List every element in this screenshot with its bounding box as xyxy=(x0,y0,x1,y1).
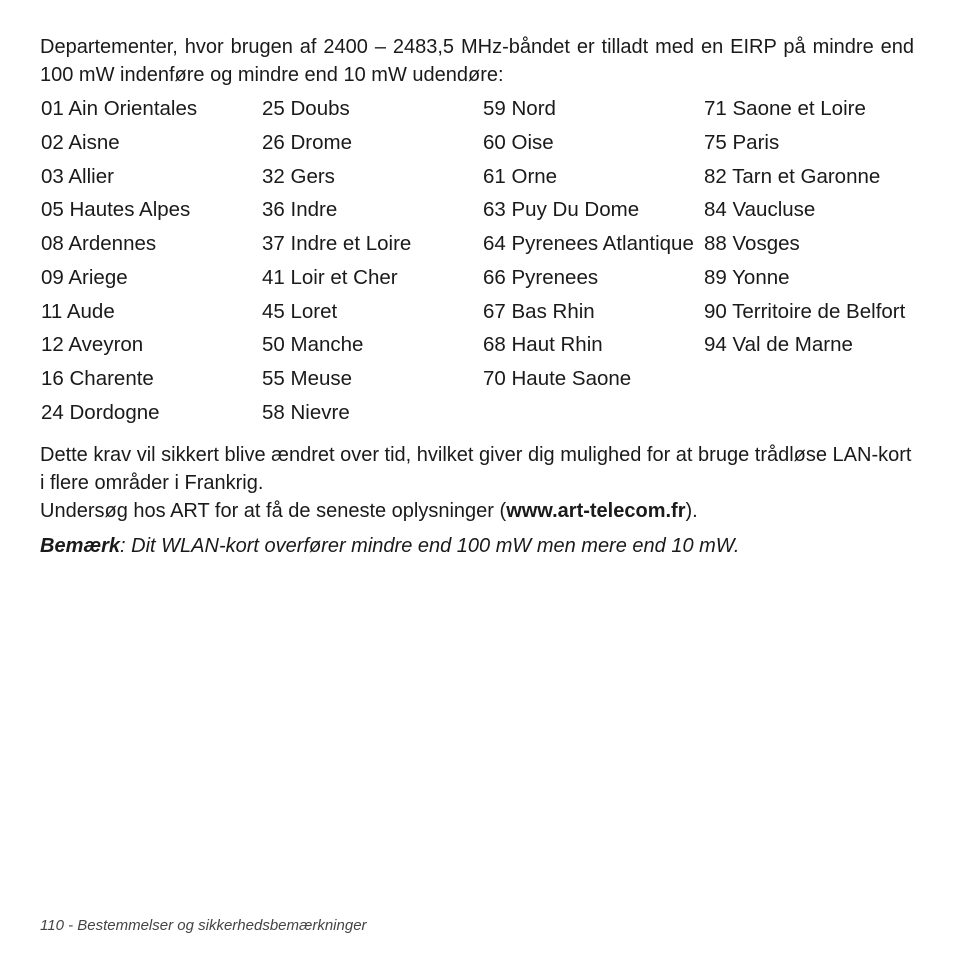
department-item: 59 Nord xyxy=(483,97,556,120)
department-item: 24 Dordogne xyxy=(41,400,160,424)
check-prefix: Undersøg hos ART for at få de seneste oplysninger ( xyxy=(40,500,507,522)
department-item: 75 Paris xyxy=(704,130,780,154)
department-item: 02 Aisne xyxy=(41,130,120,154)
department-item: 67 Bas Rhin xyxy=(483,299,595,323)
page-footer: 110 - Bestemmelser og sikkerhedsbemærkninger xyxy=(40,917,367,934)
department-item: 55 Meuse xyxy=(262,367,353,390)
department-item: 25 Doubs xyxy=(262,97,350,120)
department-item: 64 Pyrenees Atlantique xyxy=(483,232,694,255)
department-item: 89 Yonne xyxy=(704,265,790,289)
note-text: : Dit WLAN-kort overfører mindre end 100 mW men mere end 10 mW. xyxy=(120,535,740,557)
department-item: 01 Ain Orientales xyxy=(41,97,198,120)
department-item: 41 Loir et Cher xyxy=(262,265,398,289)
department-item: 09 Ariege xyxy=(41,265,128,289)
intro-paragraph: Departementer, hvor brugen af 2400 – 2483,5 MHz-båndet er tilladt med en EIRP på mindre end 100 mW indenføre og mindre end 10 mW udendøre: xyxy=(40,36,914,86)
department-item: 70 Haute Saone xyxy=(483,367,632,390)
check-suffix: ). xyxy=(685,500,698,522)
department-item: 68 Haut Rhin xyxy=(483,333,603,357)
department-column-2 xyxy=(262,95,483,433)
note-label: Bemærk xyxy=(40,535,121,557)
department-item: 82 Tarn et Garonne xyxy=(704,164,881,188)
department-item: 37 Indre et Loire xyxy=(262,232,412,255)
department-item: 11 Aude xyxy=(41,299,115,323)
department-item: 84 Vaucluse xyxy=(704,198,816,222)
department-item: 63 Puy Du Dome xyxy=(483,198,640,222)
department-item: 90 Territoire de Belfort xyxy=(704,299,906,323)
department-item: 08 Ardennes xyxy=(41,232,157,255)
department-item: 05 Hautes Alpes xyxy=(41,198,191,222)
department-item: 60 Oise xyxy=(483,130,554,154)
department-item: 32 Gers xyxy=(262,164,335,188)
department-item: 36 Indre xyxy=(262,198,338,222)
check-art-paragraph xyxy=(40,497,920,525)
department-column-1 xyxy=(41,95,262,433)
change-notice-paragraph: Dette krav vil sikkert blive ændret over tid, hvilket giver dig mulighed for at bruge trådløse LAN-kort i flere områder i Frankrig. xyxy=(40,444,912,494)
department-item: 58 Nievre xyxy=(262,400,350,424)
department-item: 03 Allier xyxy=(41,164,114,188)
department-item: 26 Drome xyxy=(262,130,353,154)
department-column-3 xyxy=(483,95,704,433)
department-list xyxy=(41,95,921,433)
department-item: 16 Charente xyxy=(41,367,154,390)
note-paragraph xyxy=(40,532,920,560)
department-item: 12 Aveyron xyxy=(41,333,144,357)
department-item: 61 Orne xyxy=(483,164,558,188)
art-telecom-link[interactable]: www.art-telecom.fr xyxy=(506,500,686,522)
department-item: 94 Val de Marne xyxy=(704,333,853,357)
department-item: 71 Saone et Loire xyxy=(704,97,866,120)
department-item: 45 Loret xyxy=(262,299,338,323)
department-item: 50 Manche xyxy=(262,333,364,357)
department-item: 66 Pyrenees xyxy=(483,265,599,289)
department-column-4 xyxy=(704,95,925,433)
department-item: 88 Vosges xyxy=(704,232,800,255)
